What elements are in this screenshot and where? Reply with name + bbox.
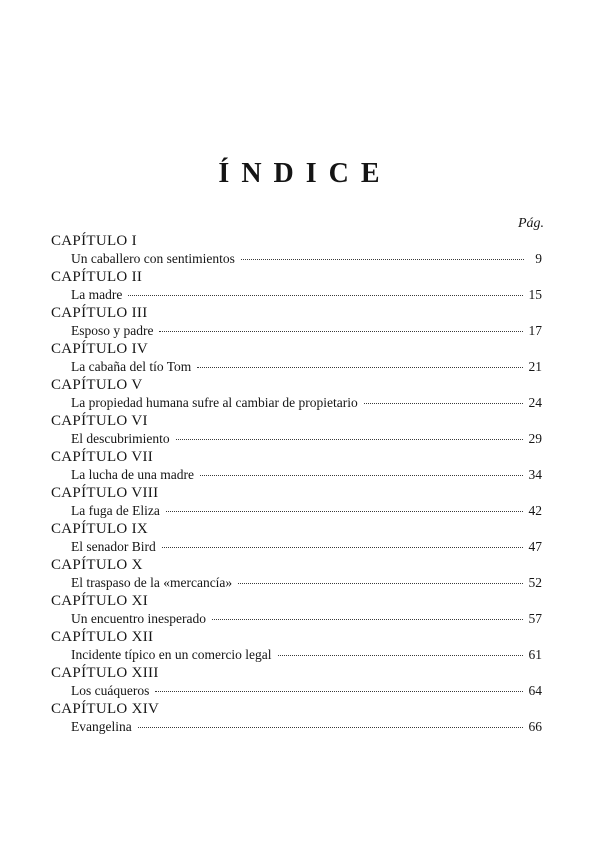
- toc-line: [51, 610, 542, 628]
- page-number: 42: [528, 503, 542, 518]
- dot-leader: [155, 691, 522, 692]
- page-number: 29: [528, 431, 542, 446]
- chapter-heading: CAPÍTULO X: [51, 557, 143, 573]
- toc-line: [51, 646, 542, 664]
- page-number: 52: [528, 575, 542, 590]
- toc-line: [51, 286, 542, 304]
- page-column-header: Pág.: [517, 216, 544, 231]
- chapter-title: La cabaña del tío Tom: [71, 359, 192, 374]
- dot-leader: [159, 331, 522, 332]
- toc-line: [51, 718, 542, 736]
- toc-line: [51, 394, 542, 412]
- dot-leader: [176, 439, 523, 440]
- toc-entry: [51, 232, 542, 268]
- chapter-heading: CAPÍTULO VI: [51, 413, 148, 429]
- toc-entry: [51, 412, 542, 448]
- dot-leader: [128, 295, 522, 296]
- chapter-title: Los cuáqueros: [71, 683, 150, 698]
- chapter-title: El traspaso de la «mercancía»: [71, 575, 233, 590]
- chapter-heading: CAPÍTULO XI: [51, 593, 149, 609]
- chapter-heading: CAPÍTULO II: [51, 269, 143, 285]
- chapter-heading: CAPÍTULO I: [51, 233, 137, 249]
- page-number: 64: [528, 683, 542, 698]
- toc-entry: [51, 556, 542, 592]
- page-number: 34: [528, 467, 542, 482]
- chapter-heading: CAPÍTULO VIII: [51, 485, 159, 501]
- dot-leader: [200, 475, 523, 476]
- chapter-title: La propiedad humana sufre al cambiar de propietario: [71, 395, 358, 410]
- toc-entry: [51, 592, 542, 628]
- chapter-title: El descubrimiento: [71, 431, 170, 446]
- chapter-title: Esposo y padre: [71, 323, 154, 338]
- chapter-heading: CAPÍTULO XIV: [51, 701, 160, 717]
- toc-line: [51, 574, 542, 592]
- toc-line: [51, 250, 542, 268]
- page-number: 47: [528, 539, 542, 554]
- page-number: 24: [528, 395, 542, 410]
- toc-line: [51, 538, 542, 556]
- toc-entry: [51, 340, 542, 376]
- page-number: 21: [528, 359, 542, 374]
- chapter-heading: CAPÍTULO V: [51, 377, 143, 393]
- toc-line: [51, 322, 542, 340]
- chapter-heading: CAPÍTULO IV: [51, 341, 149, 357]
- toc-entry: [51, 376, 542, 412]
- toc-line: [51, 682, 542, 700]
- page-number: 66: [528, 719, 542, 734]
- toc-entry: [51, 520, 542, 556]
- toc-entry: [51, 700, 542, 736]
- page-number: 57: [528, 611, 542, 626]
- page-number: 9: [535, 251, 542, 266]
- dot-leader: [278, 655, 523, 656]
- toc-line: [51, 358, 542, 376]
- dot-leader: [197, 367, 522, 368]
- dot-leader: [138, 727, 523, 728]
- chapter-heading: CAPÍTULO IX: [51, 521, 149, 537]
- chapter-title: Evangelina: [71, 719, 132, 734]
- toc-line: [51, 430, 542, 448]
- dot-leader: [364, 403, 523, 404]
- page-number: 17: [528, 323, 542, 338]
- page-number: 15: [528, 287, 542, 302]
- chapter-title: Un caballero con sentimientos: [71, 251, 235, 266]
- page-title: ÍNDICE: [218, 158, 392, 189]
- toc-entry: [51, 628, 542, 664]
- chapter-heading: CAPÍTULO XIII: [51, 665, 159, 681]
- chapter-heading: CAPÍTULO VII: [51, 449, 154, 465]
- toc-entry: [51, 304, 542, 340]
- chapter-title: Un encuentro inesperado: [71, 611, 206, 626]
- chapter-title: La madre: [71, 287, 123, 302]
- chapter-title: El senador Bird: [71, 539, 156, 554]
- chapter-title: La lucha de una madre: [71, 467, 194, 482]
- toc-entry: [51, 268, 542, 304]
- toc-line: [51, 466, 542, 484]
- toc-entry: [51, 664, 542, 700]
- toc-line: [51, 502, 542, 520]
- page-number: 61: [528, 647, 542, 662]
- chapter-heading: CAPÍTULO XII: [51, 629, 154, 645]
- toc-entry: [51, 484, 542, 520]
- dot-leader: [238, 583, 522, 584]
- table-of-contents: [51, 232, 542, 736]
- dot-leader: [162, 547, 523, 548]
- chapter-heading: CAPÍTULO III: [51, 305, 148, 321]
- chapter-title: La fuga de Eliza: [71, 503, 160, 518]
- dot-leader: [166, 511, 523, 512]
- chapter-title: Incidente típico en un comercio legal: [71, 647, 272, 662]
- dot-leader: [212, 619, 523, 620]
- toc-entry: [51, 448, 542, 484]
- dot-leader: [241, 259, 524, 260]
